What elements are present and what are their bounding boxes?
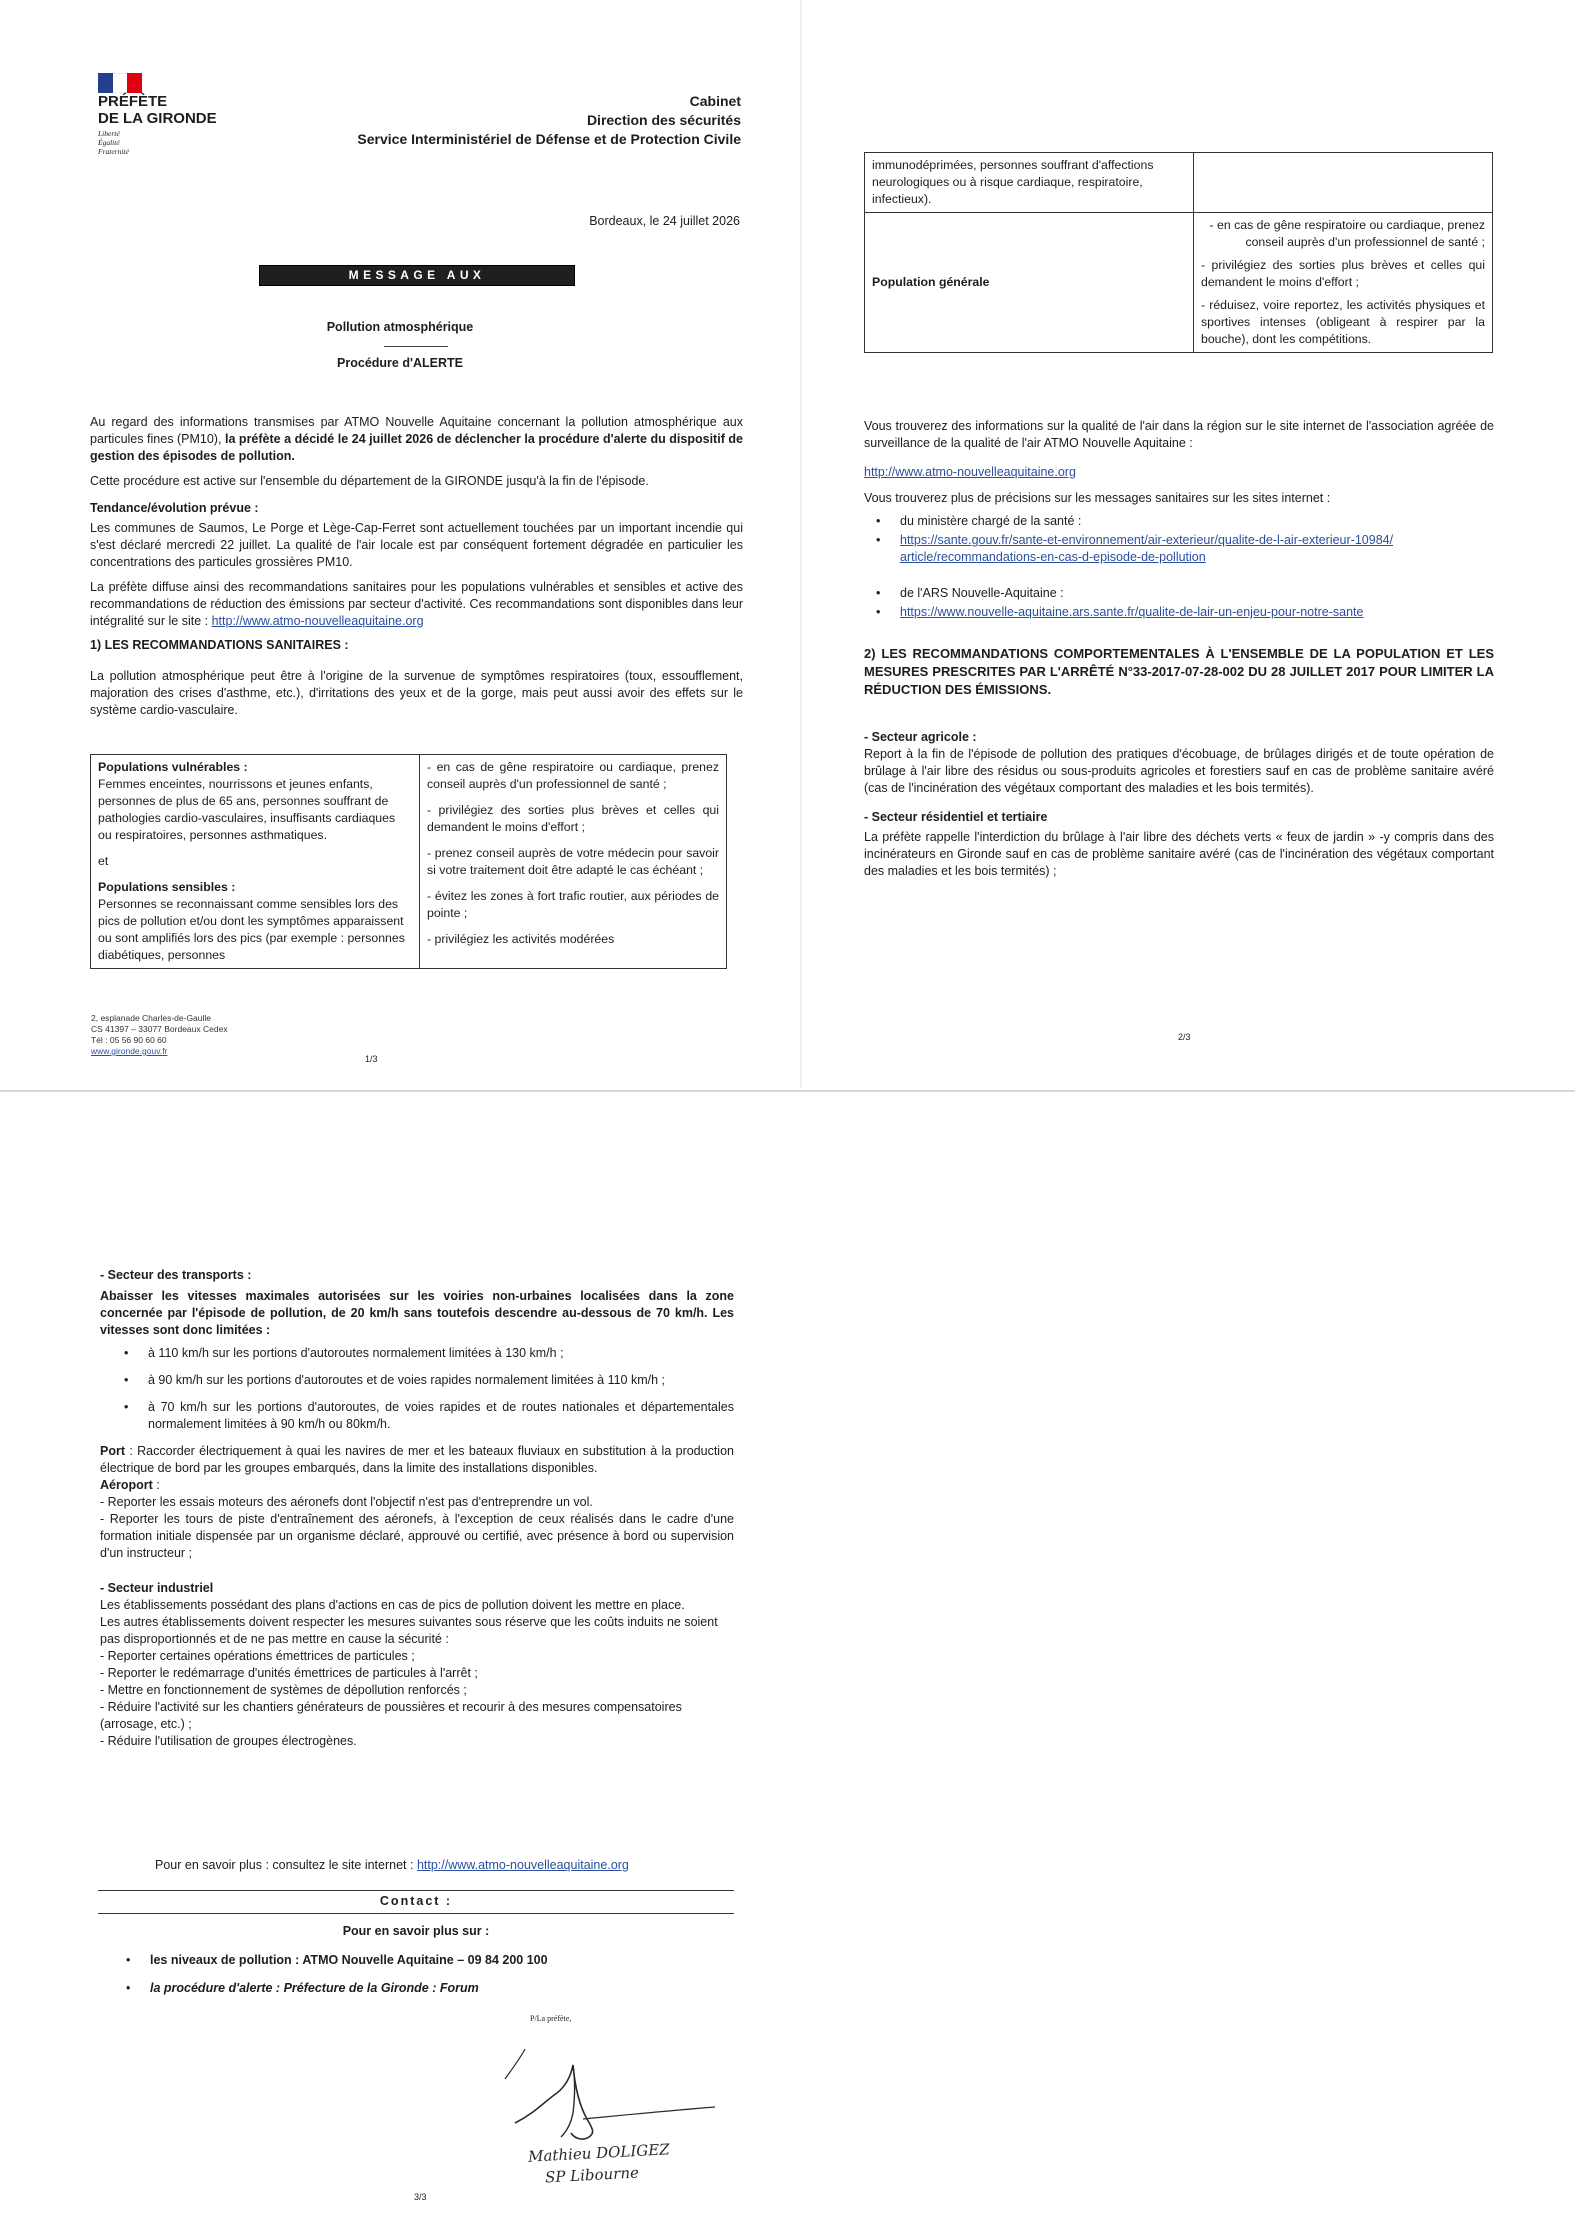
- resid-title: - Secteur résidentiel et tertiaire: [864, 810, 1048, 824]
- ministry-label: du ministère chargé de la santé :: [900, 514, 1082, 528]
- advice-item: - évitez les zones à fort trafic routier, aux périodes de pointe ;: [427, 889, 719, 920]
- port-paragraph: [100, 1443, 734, 1477]
- contact-subtitle: Pour en savoir plus sur :: [342, 1924, 490, 1938]
- marianne-logo-icon: [98, 73, 142, 93]
- ministry-link-cont[interactable]: article/recommandations-en-cas-d-episode-de-pollution: [900, 550, 1206, 564]
- industry-line: - Reporter certaines opérations émettrices de particules ;: [100, 1649, 415, 1663]
- airport-colon: :: [152, 1478, 160, 1492]
- header-direction: Direction des sécurités: [586, 112, 741, 128]
- motto-liberte: Liberté: [98, 129, 120, 138]
- table-row: [865, 213, 1493, 353]
- airport-line: - Reporter les tours de piste d'entraînement des aéronefs, à l'exception de ceux réalisés dans le cadre d'une formation initiale dispensée par un organisme déclaré, approuvé ou certifié, avec présence à bord ou supervision d'un instructeur ;: [100, 1512, 734, 1560]
- trend-title: Tendance/évolution prévue :: [90, 501, 259, 515]
- industry-title: - Secteur industriel: [100, 1581, 214, 1595]
- signature-name: Mathieu DOLIGEZ: [527, 2140, 671, 2166]
- reco-title: 1) LES RECOMMANDATIONS SANITAIRES :: [90, 638, 349, 652]
- sanitary-table: [90, 754, 727, 969]
- info-air-quality: Vous trouverez des informations sur la qualité de l'air dans la région sur le site internet de l'association agréée de surveillance de la qualité de l'air ATMO Nouvelle Aquitaine :: [864, 419, 1494, 450]
- page-3: [0, 1092, 1575, 2226]
- speeds-list: [120, 1345, 734, 1433]
- page-1: [0, 0, 800, 1088]
- contact-pollution: les niveaux de pollution : ATMO Nouvelle Aquitaine – 09 84 200 100: [150, 1953, 548, 1967]
- list-item: • à 90 km/h sur les portions d'autoroutes et de voies rapides normalement limitées à 110 km/h ;: [120, 1372, 734, 1389]
- intro-paragraph: [90, 414, 743, 465]
- and-word: et: [98, 854, 109, 868]
- page2-body: [864, 418, 1494, 880]
- sensitive-title: Populations sensibles :: [98, 880, 236, 894]
- immunodepressed-cell: immunodéprimées, personnes souffrant d'affections neurologiques ou à risque cardiaque, respiratoire, infectieux).: [865, 153, 1194, 213]
- atmo-link[interactable]: http://www.atmo-nouvelleaquitaine.org: [864, 465, 1076, 479]
- list-item: • à 70 km/h sur les portions d'autoroutes, de voies rapides et de routes nationales et départementales normalement limitées à 90 km/h ou 80km/h.: [120, 1399, 734, 1433]
- page-number: 2/3: [1178, 1032, 1191, 1042]
- prefecture-line2: DE LA GIRONDE: [98, 110, 217, 127]
- contact-list: [122, 1952, 722, 1997]
- motto: [98, 129, 129, 156]
- advice-item: - en cas de gêne respiratoire ou cardiaque, prenez conseil auprès d'un professionnel de santé ;: [1209, 218, 1485, 249]
- port-text: : Raccorder électriquement à quai les navires de mer et les bateaux fluviaux en substitution à la production électrique de bord par les groupes embarqués, dans la limite des installations disponibles.: [100, 1444, 734, 1475]
- intro-bold: la préfète a décidé le 24 juillet 2026 de déclencher la procédure d'alerte du dispositif de gestion des épisodes de pollution.: [90, 432, 743, 463]
- transport-title: - Secteur des transports :: [100, 1268, 252, 1282]
- empty-cell: [1194, 153, 1493, 213]
- industry-line: - Reporter le redémarrage d'unités émettrices de particules à l'arrêt ;: [100, 1666, 478, 1680]
- advice-item: - réduisez, voire reportez, les activités physiques et sportives intenses (obligeant à respirer par la bouche), dont les compétitions.: [1201, 298, 1485, 346]
- header-services: [357, 92, 741, 149]
- more-info: [155, 1858, 629, 1872]
- industry-line: Les établissements possédant des plans d'actions en cas de pics de pollution doivent les mettre en place.: [100, 1598, 685, 1612]
- section2-title: 2) LES RECOMMANDATIONS COMPORTEMENTALES À L'ENSEMBLE DE LA POPULATION ET LES MESURES PRESCRITES PAR L'ARRÊTÉ N°33-2017-07-28-002 DU 28 JUILLET 2017 POUR LIMITER LA RÉDUCTION DES ÉMISSIONS.: [864, 646, 1494, 697]
- airport-line: - Reporter les essais moteurs des aéronefs dont l'objectif n'est pas d'entreprendre un vol.: [100, 1495, 593, 1509]
- industry-line: - Réduire l'activité sur les chantiers générateurs de poussières et recourir à des mesures compensatoires (arrosage, etc.) ;: [100, 1700, 682, 1731]
- ars-link[interactable]: https://www.nouvelle-aquitaine.ars.sante.fr/qualite-de-lair-un-enjeu-pour-notre-sante: [900, 605, 1364, 619]
- agri-title: - Secteur agricole :: [864, 730, 977, 744]
- atmo-link[interactable]: http://www.atmo-nouvelleaquitaine.org: [416, 1858, 629, 1872]
- diffuse-text: La préfète diffuse ainsi des recommandations sanitaires pour les populations vulnérables et sensibles et active des recommandations de réduction des émissions par secteur d'activité. Ces recommandations sont disponibles dans leur intégralité sur le site :: [90, 580, 743, 628]
- contact-title: Contact :: [379, 1894, 453, 1908]
- page1-body: [90, 414, 743, 719]
- prefecture-name: [98, 93, 217, 127]
- intro-normal: Au regard des informations transmises par ATMO Nouvelle Aquitaine concernant la pollution atmosphérique aux particules fines (PM10),: [90, 415, 743, 446]
- table-row: [91, 755, 727, 969]
- industry-line: Les autres établissements doivent respecter les mesures suivantes sous réserve que les coûts induits ne soient pas disproportionnés et de ne pas mettre en cause la sécurité :: [100, 1615, 718, 1646]
- advice-cell: [420, 755, 727, 969]
- general-advice-cell: [1194, 213, 1493, 353]
- agri-text: Report à la fin de l'épisode de pollution des pratiques d'écobuage, de brûlages dirigés et de toute opération de brûlage à l'air libre des résidus ou sous-produits agricoles et forestiers sauf en cas de problème sanitaire avéré (cas de l'incinération des végétaux comportant des maladies et les bois termités).: [864, 747, 1494, 795]
- ministry-link[interactable]: https://sante.gouv.fr/sante-et-environnement/air-exterieur/qualite-de-l-air-exterieur-10984/: [900, 533, 1394, 547]
- advice-item: - privilégiez des sorties plus brèves et celles qui demandent le moins d'effort ;: [1201, 258, 1485, 289]
- advice-item: - privilégiez les activités modérées: [427, 932, 615, 946]
- footer-address: [91, 1013, 228, 1057]
- subject-procedure: Procédure d'ALERTE: [337, 356, 463, 370]
- general-population-cell: Population générale: [865, 213, 1194, 353]
- footer-cs: CS 41397 – 33077 Bordeaux Cedex: [91, 1024, 228, 1034]
- sources-list: [872, 513, 1494, 621]
- contact-top-rule: [98, 1890, 734, 1891]
- footer-street: 2, esplanade Charles-de-Gaulle: [91, 1013, 212, 1023]
- list-item: [872, 513, 1494, 530]
- list-item: [122, 1952, 722, 1969]
- reco-text: La pollution atmosphérique peut être à l'origine de la survenue de symptômes respiratoires (toux, essoufflement, majoration des crises d'asthme, etc.), d'irritations des yeux et de la gorge, mais peut aussi avoir des effets sur le système cardio-vasculaire.: [90, 669, 743, 717]
- list-item: [872, 585, 1494, 602]
- ars-label: de l'ARS Nouvelle-Aquitaine :: [900, 586, 1064, 600]
- list-item: [872, 532, 1494, 566]
- airport-heading: [100, 1477, 734, 1494]
- advice-item: - en cas de gêne respiratoire ou cardiaque, prenez conseil auprès d'un professionnel de santé ;: [427, 760, 719, 791]
- list-item: [122, 1980, 722, 1997]
- trend-text: Les communes de Saumos, Le Porge et Lège-Cap-Ferret sont actuellement touchées par un important incendie qui s'est déclaré mercredi 22 juillet. La qualité de l'air locale est par conséquent fortement dégradée en particulier les concentrations des particules grossières PM10.: [90, 521, 743, 569]
- atmo-link[interactable]: http://www.atmo-nouvelleaquitaine.org: [211, 614, 424, 628]
- list-item: [872, 604, 1494, 621]
- motto-egalite: Égalité: [98, 138, 120, 147]
- page-2: [802, 0, 1575, 1088]
- list-item: • à 110 km/h sur les portions d'autoroutes normalement limitées à 130 km/h ;: [120, 1345, 734, 1362]
- subject-title: Pollution atmosphérique: [326, 320, 474, 334]
- vulnerable-title: Populations vulnérables :: [98, 760, 248, 774]
- info-sanitary: Vous trouverez plus de précisions sur les messages sanitaires sur les sites internet :: [864, 491, 1331, 505]
- diffuse-paragraph: [90, 579, 743, 630]
- resid-text: La préfète rappelle l'interdiction du brûlage à l'air libre des déchets verts « feux de jardin » -y compris dans des incinérateurs en Gironde sauf en cas de problème sanitaire avéré (cas de l'incinération des végétaux comportant des maladies et les bois termités) ;: [864, 830, 1494, 878]
- subject-rule: [384, 346, 448, 347]
- industry-line: - Réduire l'utilisation de groupes électrogènes.: [100, 1734, 357, 1748]
- message-banner: MESSAGE AUX INSTITUTIONNELS: [259, 265, 575, 286]
- airport-title: Aéroport: [100, 1478, 153, 1492]
- population-table: [864, 152, 1493, 353]
- contact-procedure: la procédure d'alerte : Préfecture de la Gironde : Forum: [150, 1981, 479, 1995]
- advice-item: - prenez conseil auprès de votre médecin pour savoir si votre traitement doit être adapté le cas échéant ;: [427, 846, 719, 877]
- advice-item: - privilégiez des sorties plus brèves et celles qui demandent le moins d'effort ;: [427, 803, 719, 834]
- page3-body: [100, 1267, 734, 1750]
- motto-fraternite: Fraternité: [98, 147, 129, 156]
- header-service: Service Interministériel de Défense et de Protection Civile: [357, 131, 741, 147]
- vulnerable-cell: [91, 755, 420, 969]
- industry-line: - Mettre en fonctionnement de systèmes de dépollution renforcés ;: [100, 1683, 467, 1697]
- document-date: Bordeaux, le 24 juillet 2026: [589, 214, 740, 228]
- page-number: 1/3: [365, 1054, 378, 1064]
- table-row: [865, 153, 1493, 213]
- more-info-text: Pour en savoir plus : consultez le site internet :: [155, 1858, 417, 1872]
- header-cabinet: Cabinet: [689, 93, 741, 109]
- vulnerable-text: Femmes enceintes, nourrissons et jeunes enfants, personnes de plus de 65 ans, personnes souffrant de pathologies cardio-vasculaires, insuffisants cardiaques ou respiratoires, personnes asthmatiques.: [98, 777, 396, 842]
- prefecture-line1: PRÉFÈTE: [98, 93, 168, 110]
- page-number: 3/3: [414, 2192, 427, 2202]
- signature-mention: P/La préfète,: [530, 2014, 572, 2023]
- procedure-active: Cette procédure est active sur l'ensemble du département de la GIRONDE jusqu'à la fin de l'épisode.: [90, 474, 649, 488]
- footer-website-link[interactable]: www.gironde.gouv.fr: [91, 1046, 168, 1056]
- port-label: Port: [100, 1444, 125, 1458]
- contact-bottom-rule: [98, 1913, 734, 1914]
- signature-role: SP Libourne: [544, 2163, 640, 2187]
- footer-phone: Tél : 05 56 90 60 60: [91, 1035, 167, 1045]
- transport-text: Abaisser les vitesses maximales autorisées sur les voiries non-urbaines localisées dans la zone concernée par l'épisode de pollution, de 20 km/h sans toutefois descendre au-dessous de 70 km/h. Les vitesses sont donc limitées :: [100, 1289, 734, 1337]
- sensitive-text: Personnes se reconnaissant comme sensibles lors des pics de pollution et/ou dont les symptômes apparaissent ou sont amplifiés lors des pics (par exemple : personnes diabétiques, personnes: [98, 897, 405, 962]
